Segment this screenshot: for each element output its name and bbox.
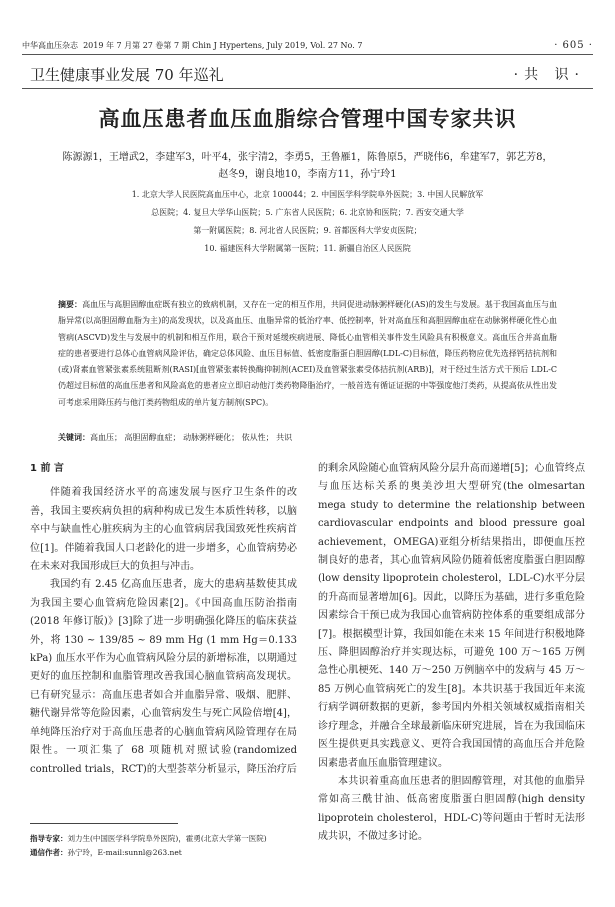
section-banner [30, 63, 585, 85]
affiliation-line: 总医院；4. 复旦大学华山医院；5. 广东省人民医院；6. 北京协和医院；7. 西安交通大学 [151, 208, 464, 217]
guide-experts: 指导专家：刘力生(中国医学科学院阜外医院)，霍勇(北京大学第一医院) [30, 834, 267, 843]
author-list: 陈源源1，王增武2，李建军3，叶平4，张宇清2，李勇5，王鲁雁1，陈鲁原5，严晓伟6，牟建军7，郭艺芳8，赵冬9，谢良地10，李南方11，孙宁玲1 [62, 152, 553, 180]
abstract-label: 摘要： [58, 299, 83, 309]
corresponding-author: 通信作者：孙宁玲，E-mail:sunnl@263.net [30, 848, 182, 857]
page-number: · 605 · [554, 39, 593, 51]
body-column-left [30, 460, 297, 779]
section-heading: 1 前 言 [30, 463, 64, 474]
keywords-label: 关键词： [58, 432, 90, 442]
journal-info: 中华高血压杂志 2019 年 7 月第 27 卷第 7 期 Chin J Hypertens, July 2019, Vol. 27 No. 7 [22, 40, 363, 50]
section-tag: ·共 识· [513, 67, 585, 83]
paragraph: 的剩余风险随心血管病风险分层升高而递增[5]；心血管终点与血压达标关系的奥美沙坦大型研究(the olmesartan mega study to determine the relationship between cardiovascular endpoints and blood pressure goal achievement，OMEGA)亚组分析结果指出，即便血压控制良好的患者，其心血管病风险仍随着低密度脂蛋白胆固醇(low density lipoprotein cholesterol，LDL-C)水平分层的升高而显著增加[6]。因此，以降压为基础，进行多重危险因素综合干预已成为我国心血管病防控体系的重要组成部分[7]。根据模型计算，我国如能在未来 15 年间进行积极地降压、降胆固醇治疗并实现达标，可避免 100 万～165 万例急性心肌梗死、140 万～250 万例脑卒中的发病与 45 万～85 万例心血管病死亡的发生[8]。本共识基于我国近年来流行病学调研数据的更新，参考国内外相关领域权威指南相关诊疗理念，并融合全球最新临床研究进展，旨在为我国临床医生提供更具实践意义、更符合我国国情的高血压合并危险因素患者血压血脂管理建议。 [318, 463, 585, 769]
section-name: 卫生健康事业发展 70 年巡礼 [30, 65, 224, 84]
keywords-text: 高血压； 高胆固醇血症； 动脉粥样硬化； 依从性； 共识 [90, 433, 293, 442]
footnote-rule [30, 823, 178, 824]
body-column-right [318, 460, 585, 847]
abstract [58, 296, 557, 411]
section-rule [22, 88, 593, 89]
header-rule [22, 54, 593, 55]
affiliation-line: 第一附属医院；8. 河北省人民医院；9. 首都医科大学安贞医院； [193, 226, 422, 235]
abstract-text: 高血压与高胆固醇血症既有独立的致病机制，又存在一定的相互作用，共同促进动脉粥样硬化(AS)的发生与发展。基于我国高血压与血脂异常(以高胆固醇血脂为主)的高发现状，以及高血压、血脂异常的低治疗率、低控制率，针对高血压和高胆固醇血症在动脉粥样硬化性心血管病(ASCVD)发生与发展中的机制和相互作用，联合干预对延缓疾病进展、降低心血管相关事件发生风险具有积极意义。高血压合并高血脂症的患者要进行总体心血管病风险评估，确定总体风险、血压目标值、低密度脂蛋白胆固醇(LDL-C)目标值，降压药物应优先选择钙拮抗剂和(或)肾素血管紧张素系统阻断剂(RASI)[血管紧张素转换酶抑制剂(ACEI)及血管紧张素受体拮抗剂(ARB)]，对于经过生活方式干预后 LDL-C 仍超过目标值的高血压患者和风险高危的患者应立即启动他汀类药物降脂治疗，一般首选有循证证据的中等强度他汀类药，从提高依从性出发可考虑采用降压药与他汀类药物组成的单片复方制剂(SPC)。 [58, 300, 557, 407]
paragraph: 我国约有 2.45 亿高血压患者，庞大的患病基数使其成为我国主要心血管病危险因素[2]。《中国高血压防治指南(2018 年修订版)》[3]除了进一步明确强化降压的临床获益外，将 130 ~ 139/85 ~ 89 mm Hg (1 mm Hg＝0.133 kPa) 血压水平作为心血管病风险分层的新增标准，以期通过更好的血压控制和血脂管理改善我国心脑血管病高发现状。已有研究显示：高血压患者如合并血脂异常、吸烟、肥胖、糖代谢异常等危险因素，心血管病发生与死亡风险倍增[4]，单纯降压治疗对于高血压患者的心脑血管病风险管理存在局限性。一项汇集了 68 项随机对照试验(randomized controlled trials，RCT)的大型荟萃分析显示，降压治疗后 [30, 579, 297, 775]
article-title: 高血压患者血压血脂综合管理中国专家共识 [98, 106, 517, 131]
running-header [22, 38, 593, 52]
affiliation-line: 10. 福建医科大学附属第一医院；11. 新疆自治区人民医院 [204, 244, 411, 253]
affiliation-line: 1. 北京大学人民医院高血压中心，北京 100044；2. 中国医学科学院阜外医院；3. 中国人民解放军 [131, 190, 484, 199]
paragraph: 本共识着重高血压患者的胆固醇管理，对其他的血脂异常如高三酰甘油、低高密度脂蛋白胆固醇(high density lipoprotein cholesterol，HDL-C)等问题由于暂时无法形成共识，不做过多讨论。 [318, 775, 585, 843]
keywords [58, 432, 557, 443]
paragraph: 伴随着我国经济水平的高速发展与医疗卫生条件的改善，我国主要疾病负担的病种构成已发生本质性转移，以脑卒中与缺血性心脏疾病为主的心血管病居我国致死性疾病首位[1]。伴随着我国人口老龄化的进一步增多，心血管病势必在未来对我国形成巨大的负担与冲击。 [30, 487, 297, 573]
affiliations [90, 186, 525, 258]
footnotes [30, 832, 302, 860]
